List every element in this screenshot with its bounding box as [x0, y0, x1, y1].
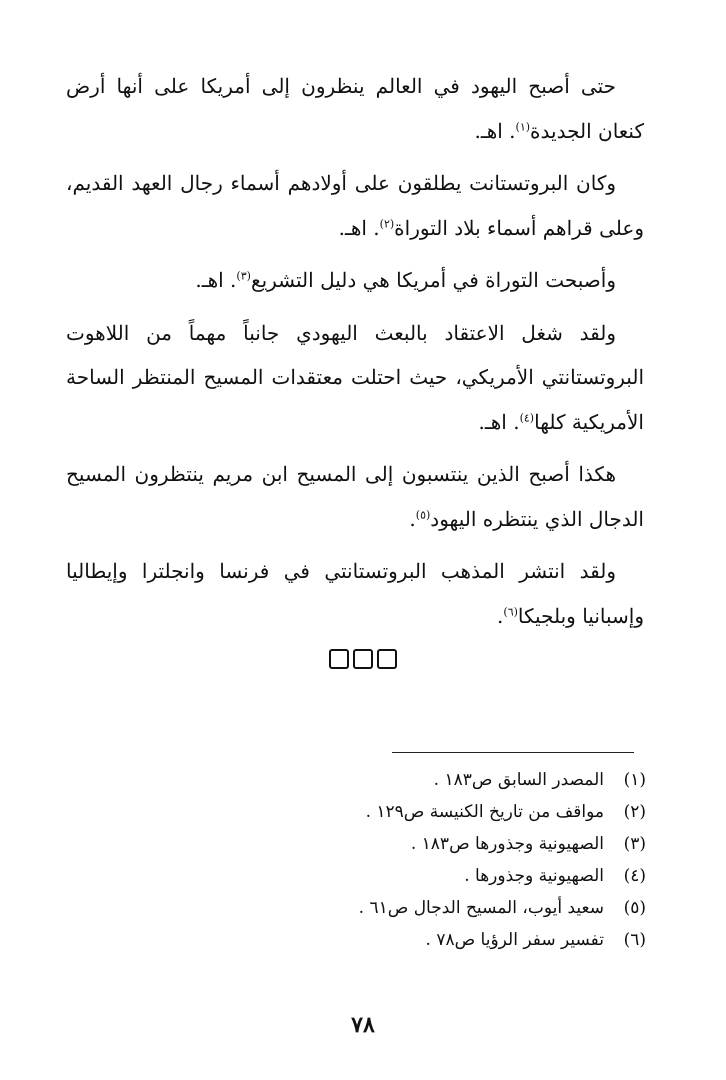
footnote-item — [160, 828, 646, 860]
paragraph-text: حتى أصبح اليهود في العالم ينظرون إلى أمريكا على أنها أرض كنعان الجديدة — [66, 74, 644, 143]
footnote-text: تفسير سفر الرؤيا ص٧٨ . — [425, 930, 604, 950]
paragraph-tail: . اهـ. — [338, 215, 380, 240]
footnote-number: (٢) — [623, 802, 646, 822]
footnote-ref: (١) — [515, 119, 531, 133]
paragraph-3 — [66, 258, 644, 303]
footnote-number: (٣) — [623, 834, 646, 854]
footnote-item — [160, 892, 646, 924]
paragraph-text: وأصبحت التوراة في أمريكا هي دليل التشريع — [250, 268, 616, 292]
footnote-ref: (٢) — [379, 216, 395, 230]
paragraph-2 — [66, 161, 644, 250]
section-ornament — [0, 648, 726, 674]
footnote-item — [160, 764, 646, 796]
paragraph-1 — [66, 64, 644, 153]
ornament-box-icon — [353, 649, 373, 669]
footnote-ref: (٥) — [415, 507, 431, 521]
page-number: ٧٨ — [351, 1012, 375, 1038]
ornament-box-icon — [377, 649, 397, 669]
footnote-text: سعيد أيوب، المسيح الدجال ص٦١ . — [358, 898, 604, 918]
footnotes-list — [160, 764, 646, 956]
paragraph-text: ولقد انتشر المذهب البروتستانتي في فرنسا وانجلترا وإيطاليا وإسبانيا وبلجيكا — [66, 559, 644, 628]
footnote-number: (١) — [623, 770, 646, 790]
footnote-ref: (٣) — [236, 269, 251, 283]
ornament-box-icon — [329, 649, 349, 669]
body-text — [66, 64, 644, 646]
paragraph-tail: . اهـ. — [195, 268, 237, 292]
footnote-text: مواقف من تاريخ الكنيسة ص١٢٩ . — [365, 802, 604, 822]
paragraph-4 — [66, 311, 644, 445]
paragraph-text: ولقد شغل الاعتقاد بالبعث اليهودي جانباً مهماً من اللاهوت البروتستانتي الأمريكي، حيث احتلت معتقدات المسيح المنتظر الساحة الأمريكية كلها — [66, 320, 644, 434]
footnote-item — [160, 924, 646, 956]
paragraph-tail: . اهـ. — [478, 409, 520, 434]
footnote-item — [160, 860, 646, 892]
paragraph-tail: . — [409, 506, 416, 531]
footnote-number: (٥) — [623, 898, 646, 918]
footnote-ref: (٤) — [519, 410, 535, 424]
paragraph-5 — [66, 452, 644, 541]
paragraph-tail: . — [497, 603, 504, 628]
paragraph-text: وكان البروتستانت يطلقون على أولادهم أسماء رجال العهد القديم، وعلى قراهم أسماء بلاد التوراة — [66, 171, 644, 240]
footnote-text: الصهيونية وجذورها ص١٨٣ . — [410, 834, 604, 854]
paragraph-text: هكذا أصبح الذين ينتسبون إلى المسيح ابن مريم ينتظرون المسيح الدجال الذي ينتظره اليهود — [66, 462, 644, 531]
paragraph-tail: . اهـ. — [474, 118, 516, 143]
footnote-text: المصدر السابق ص١٨٣ . — [433, 770, 604, 790]
paragraph-6 — [66, 549, 644, 638]
footnote-ref: (٦) — [503, 604, 518, 618]
footnote-number: (٤) — [623, 866, 646, 886]
footnote-text: الصهيونية وجذورها . — [464, 866, 604, 886]
footnote-item — [160, 796, 646, 828]
footnote-number: (٦) — [623, 930, 646, 950]
footnote-divider — [392, 752, 634, 753]
